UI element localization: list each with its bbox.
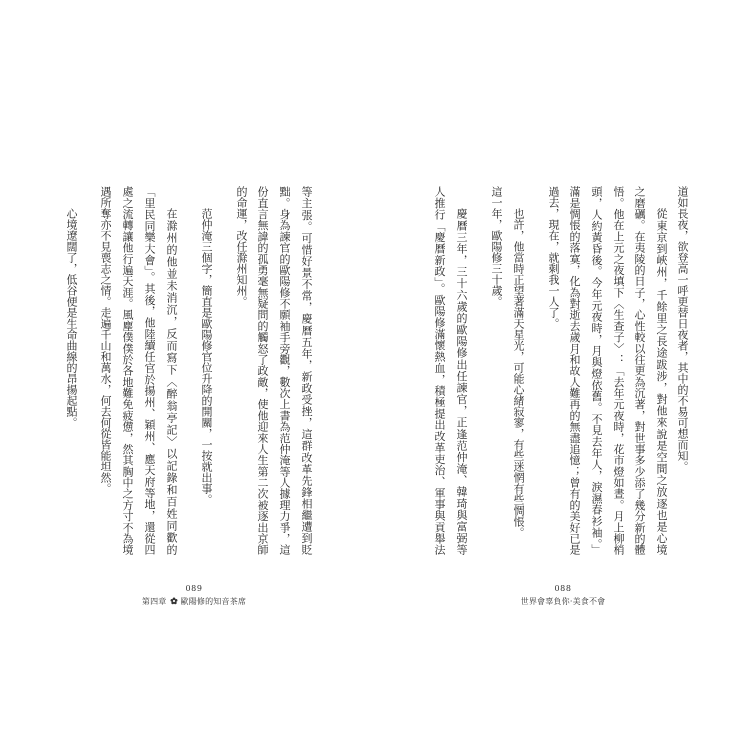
running-title: 世界會辜負你·美食不會 xyxy=(520,597,606,606)
body-text-column: 等主張。可惜好景不常，慶曆五年，新政受挫，這群改革先鋒相繼遭到貶 xyxy=(300,186,313,555)
body-text-column: 滿是惆悵的落寞，化為對逝去歲月和故人難再的無盡追憶；曾有的美好已是 xyxy=(568,186,581,555)
chapter-title: 歐陽修的知音茶席 xyxy=(180,597,247,606)
body-text-column: 人推行「慶曆新政」。歐陽修滿懷熱血，積極提出改革吏治、軍事與貢舉法 xyxy=(433,186,446,555)
body-text-column: 之磨礪。在夷陵的日子，心性較以往更為沉著，對世事多少添了幾分新的體 xyxy=(633,186,646,555)
body-text-column: 份直言無諱的孤勇毫無疑問的觸怒了政敵，使他迎來人生第二次被逐出京師 xyxy=(256,186,269,555)
body-text-column: 過去，現在，就剩我一人了。 xyxy=(547,186,560,329)
running-title xyxy=(140,595,248,608)
body-text-column: 慶曆三年，三十六歲的歐陽修出任諫官，正逢范仲淹、韓琦與富弼等 xyxy=(455,208,468,555)
body-text-column: 這一年，歐陽修三十歲。 xyxy=(490,186,503,307)
chapter-label: 第四章 xyxy=(141,597,167,606)
body-text-column: 的命運，改任滁州知州。 xyxy=(235,186,248,307)
body-text-column: 悟。他在上元之夜填下〈生查子〉：「去年元夜時，花市燈如晝。月上柳梢 xyxy=(612,186,625,555)
body-text-column: 遇所奪亦不見喪志之情。走遍千山和萬水，何去何從皆能坦然。 xyxy=(99,186,112,494)
body-text-column: 心境遼闊了，低谷便是生命曲線的昂揚起點。 xyxy=(65,208,78,428)
page-number: 088 xyxy=(554,584,572,593)
page-footer xyxy=(513,582,613,608)
body-text-column: 道如長夜，欲登高一呼更替日夜者，其中的不易可想而知。 xyxy=(676,186,689,472)
body-text-column: 黜。身為諫官的歐陽修不願袖手旁觀，數次上書為范仲淹等人據理力爭，這 xyxy=(278,186,291,555)
body-text-column: 處之流轉讓他行遍天涯。風塵僕僕於各地難免疲憊，然其胸中之方寸不為境 xyxy=(121,186,134,555)
body-text-column: 「里民同樂大會」。其後，他陸續任官於揚州、穎州、應天府等地，還從四 xyxy=(143,186,156,555)
page-number: 089 xyxy=(185,584,203,593)
body-text-column: 頭，人約黃昏後。今年元夜時，月與燈依舊。不見去年人，淚濕春衫袖。」 xyxy=(590,186,603,555)
body-text-column: 從東京到峽州，千餘里之長途跋涉，對他來說是空間之放逐也是心境 xyxy=(655,208,668,555)
body-text-column: 范仲淹三個字，簡直是歐陽修官位升降的開關，一按就出事。 xyxy=(200,208,213,505)
flower-ornament-icon xyxy=(170,597,178,605)
page-footer xyxy=(140,582,248,608)
body-text-column: 也許，他當時正望著滿天星光，可能心緒寂寥，有些迷惘有些惆悵。 xyxy=(512,208,525,538)
right-page xyxy=(375,0,750,750)
body-text-column: 在滁州的他並未消沉，反而寫下〈醉翁亭記〉以記錄和百姓同歡的 xyxy=(165,208,178,555)
